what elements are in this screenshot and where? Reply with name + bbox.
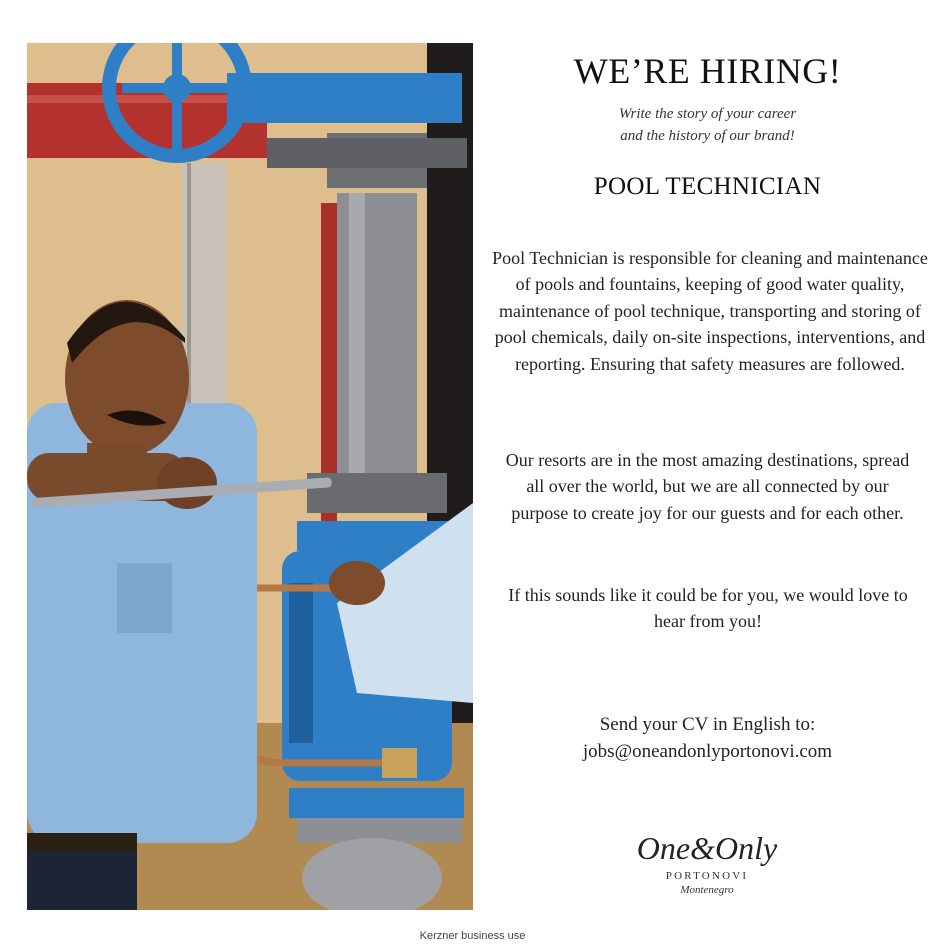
hero-photo	[27, 43, 473, 910]
brand-logo	[607, 830, 807, 896]
tagline-line-1: Write the story of your career	[618, 106, 797, 122]
footer-classification: Kerzner business use	[419, 930, 526, 942]
job-title: POOL TECHNICIAN	[593, 173, 822, 200]
logo-property: PORTONOVI	[665, 870, 749, 882]
cv-label: Send your CV in English to:	[599, 714, 816, 735]
cv-instructions	[480, 711, 935, 765]
tagline-line-2: and the history of our brand!	[620, 128, 795, 144]
company-description: Our resorts are in the most amazing destinations, spread all over the world, but we are all connected by our purpose to create joy for our guests and for each other.	[505, 450, 910, 523]
logo-wordmark: One&Only	[636, 830, 778, 866]
job-description: Pool Technician is responsible for cleaning and maintenance of pools and fountains, keeping of good water quality, maintenance of pool technique, transporting and storing of pool chemicals, daily on-site inspections, interventions, and reporting. Ensuring that safety measures are followed.	[492, 248, 928, 374]
cv-email-link[interactable]: jobs@oneandonlyportonovi.com	[582, 741, 833, 762]
logo-location: Montenegro	[680, 884, 734, 896]
hiring-headline: WE’RE HIRING!	[573, 51, 842, 91]
tagline	[480, 103, 935, 147]
call-to-action: If this sounds like it could be for you, we would love to hear from you!	[508, 585, 908, 632]
